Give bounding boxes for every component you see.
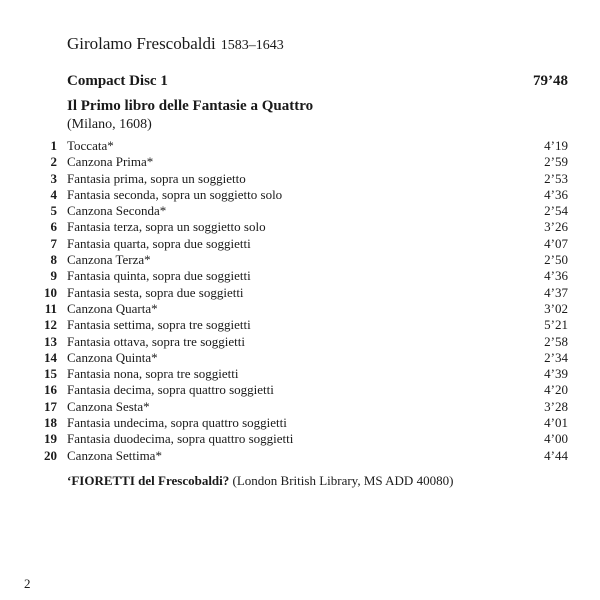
track-row <box>0 236 600 252</box>
track-title: Toccata* <box>67 138 114 153</box>
track-title: Fantasia quinta, sopra due soggietti <box>67 268 251 284</box>
track-number: 1 <box>50 138 57 153</box>
track-duration: 5’21 <box>544 317 568 333</box>
track-row <box>0 317 600 333</box>
disc-label: Compact Disc 1 <box>67 73 168 89</box>
track-number: 10 <box>44 284 57 300</box>
track-title: Fantasia terza, sopra un soggietto solo <box>67 219 266 235</box>
track-duration: 2’54 <box>544 203 568 219</box>
track-duration: 4’07 <box>544 235 568 251</box>
track-duration: 4’20 <box>544 382 568 398</box>
track-title: Fantasia decima, sopra quattro soggietti <box>67 382 274 398</box>
track-number: 3 <box>50 170 57 186</box>
track-duration: 4’01 <box>544 415 568 431</box>
track-title: Fantasia seconda, sopra un soggietto solo <box>67 186 283 202</box>
disc-total-time: 79’48 <box>533 73 568 89</box>
track-title: Fantasia quarta, sopra due soggietti <box>67 235 251 251</box>
track-duration: 2’50 <box>544 252 568 268</box>
track-duration: 4’19 <box>544 138 568 153</box>
track-row <box>0 187 600 203</box>
track-list <box>0 138 600 464</box>
track-title: Canzona Seconda* <box>67 203 167 219</box>
track-title: Fantasia prima, sopra un soggietto <box>67 170 246 186</box>
track-row <box>0 154 600 170</box>
track-row <box>0 399 600 415</box>
track-number: 18 <box>44 415 57 431</box>
track-number: 16 <box>44 382 57 398</box>
composer-years: 1583–1643 <box>220 38 284 53</box>
track-duration: 2’58 <box>544 333 568 349</box>
track-duration: 4’36 <box>544 186 568 202</box>
track-row <box>0 285 600 301</box>
track-row <box>0 171 600 187</box>
track-number: 9 <box>50 268 57 284</box>
track-duration: 4’00 <box>544 431 568 447</box>
track-row <box>0 301 600 317</box>
track-title: Canzona Quarta* <box>67 300 158 316</box>
track-number: 8 <box>50 252 57 268</box>
track-number: 12 <box>44 317 57 333</box>
track-duration: 4’37 <box>544 284 568 300</box>
track-title: Canzona Quinta* <box>67 349 158 365</box>
track-title: Canzona Settima* <box>67 447 162 463</box>
track-number: 2 <box>50 154 57 170</box>
track-duration: 2’34 <box>544 349 568 365</box>
track-title: Fantasia undecima, sopra quattro soggietti <box>67 415 287 431</box>
track-number: 13 <box>44 333 57 349</box>
track-number: 15 <box>44 366 57 382</box>
track-duration: 3’02 <box>544 300 568 316</box>
track-title: Canzona Prima* <box>67 154 154 170</box>
fioretti-source: (London British Library, MS ADD 40080) <box>232 473 454 488</box>
work-title: Il Primo libro delle Fantasie a Quattro <box>67 98 314 114</box>
track-title: Canzona Terza* <box>67 252 151 268</box>
track-title: Canzona Sesta* <box>67 398 150 414</box>
track-row <box>0 219 600 235</box>
track-title: Fantasia duodecima, sopra quattro soggietti <box>67 431 294 447</box>
track-duration: 4’39 <box>544 366 568 382</box>
track-duration: 2’53 <box>544 170 568 186</box>
track-number: 17 <box>44 398 57 414</box>
track-row <box>0 431 600 447</box>
track-duration: 3’26 <box>544 219 568 235</box>
track-row <box>0 334 600 350</box>
disc-header <box>67 72 568 90</box>
track-row <box>0 382 600 398</box>
composer-name: Girolamo Frescobaldi <box>67 34 216 53</box>
track-duration: 3’28 <box>544 398 568 414</box>
track-row <box>0 252 600 268</box>
track-duration: 2’59 <box>544 154 568 170</box>
track-row <box>0 203 600 219</box>
fioretti-note <box>67 472 453 489</box>
track-row <box>0 366 600 382</box>
track-row <box>0 415 600 431</box>
composer-heading <box>67 34 284 56</box>
track-number: 6 <box>50 219 57 235</box>
track-number: 14 <box>44 349 57 365</box>
track-number: 7 <box>50 235 57 251</box>
track-row <box>0 448 600 464</box>
track-duration: 4’36 <box>544 268 568 284</box>
track-duration: 4’44 <box>544 447 568 463</box>
track-title: Fantasia nona, sopra tre soggietti <box>67 366 239 382</box>
track-number: 19 <box>44 431 57 447</box>
track-row <box>0 268 600 284</box>
track-number: 11 <box>44 300 57 316</box>
track-number: 5 <box>50 203 57 219</box>
track-title: Fantasia sesta, sopra due soggietti <box>67 284 244 300</box>
track-row <box>0 350 600 366</box>
work-subtitle: (Milano, 1608) <box>67 117 152 132</box>
track-number: 20 <box>44 447 57 463</box>
track-number: 4 <box>50 186 57 202</box>
track-title: Fantasia settima, sopra tre soggietti <box>67 317 251 333</box>
track-row <box>0 138 600 154</box>
track-title: Fantasia ottava, sopra tre soggietti <box>67 333 245 349</box>
fioretti-title: ‘FIORETTI del Frescobaldi? <box>67 473 230 488</box>
page-number: 2 <box>24 576 31 591</box>
